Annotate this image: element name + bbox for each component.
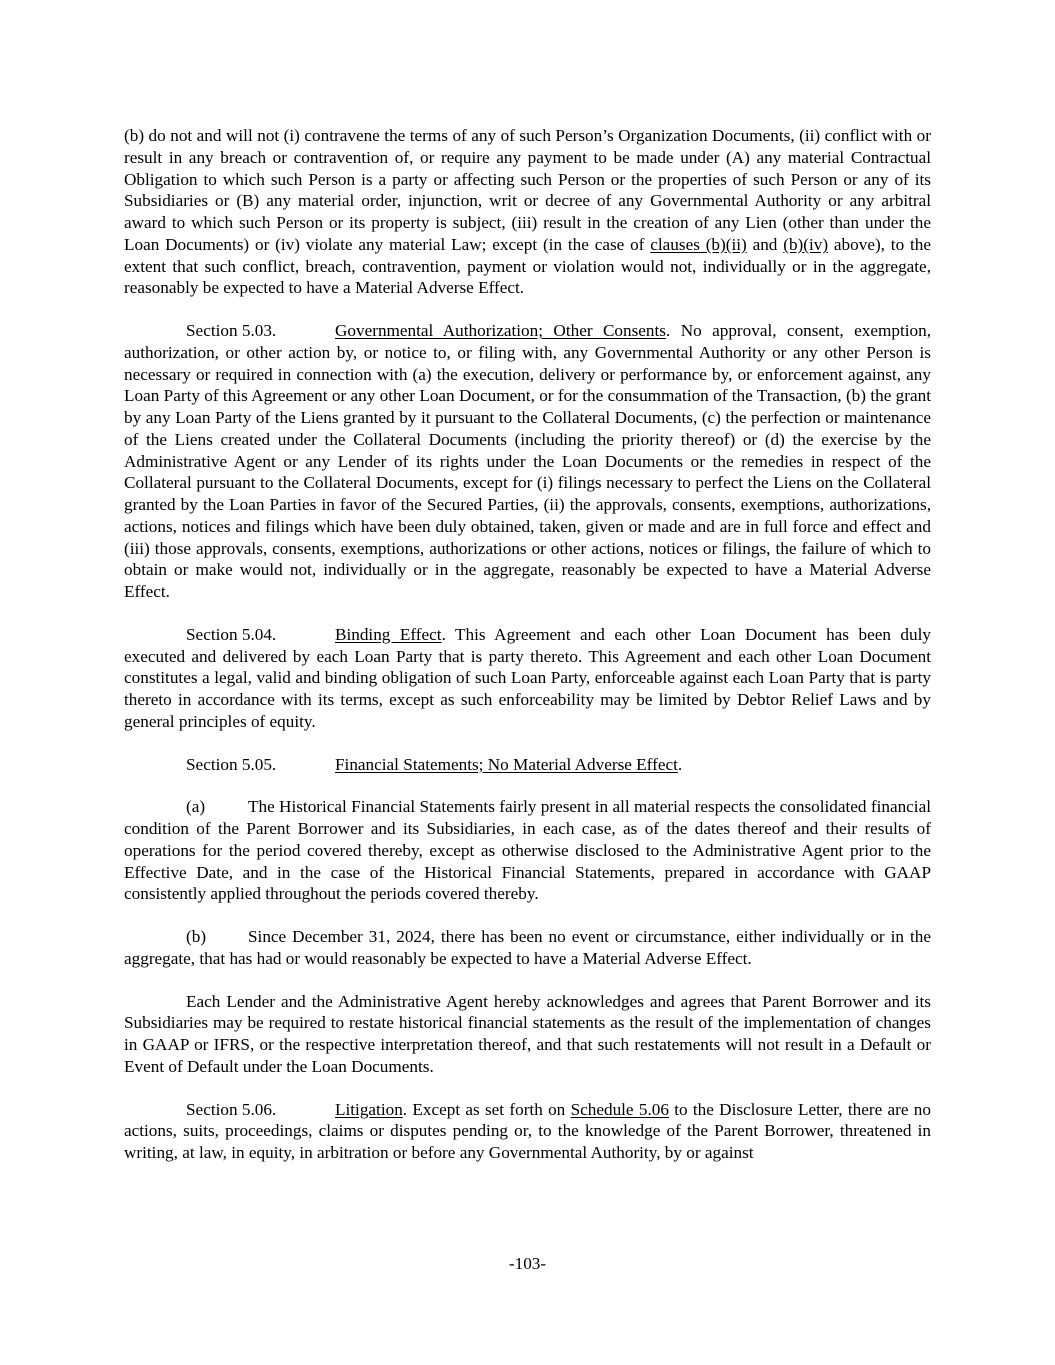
subsection-label: (a) <box>186 797 206 817</box>
section-5-05-a: (a) The Historical Financial Statements fairly present in all material respects the consolidated financial condition of the Parent Borrower and its Subsidiaries, in each case, as of the dates thereof and their results of operations for the period covered thereby, except as otherwise disclosed to the Administrative Agent prior to the Effective Date, and in the case of the Historical Financial Statements, prepared in accordance with GAAP consistently applied throughout the periods covered thereby. <box>124 797 931 904</box>
section-5-05-b: (b) Since December 31, 2024, there has been no event or circumstance, either individually or in the aggregate, that has had or would reasonably be expected to have a Material Adverse Effect. <box>124 927 931 968</box>
section-number: Section 5.05. <box>186 754 277 774</box>
subsection-label: (b) <box>186 927 207 946</box>
clause-reference: (b)(iv) <box>783 234 829 254</box>
section-5-05: Section 5.05. Financial Statements; No Material Adverse Effect. <box>186 754 683 774</box>
section-title: Financial Statements; No Material Adverse Effect <box>335 754 678 774</box>
section-number: Section 5.03. <box>186 321 277 340</box>
section-5-05-acknowledgement: Each Lender and the Administrative Agent hereby acknowledges and agrees that Parent Borrower and its Subsidiaries may be required to restate historical financial statements as the result of the implementation of changes in GAAP or IFRS, or the respective interpretation thereof, and that such restatements will not result in a Default or Event of Default under the Loan Documents. <box>124 991 931 1076</box>
section-title: Binding Effect <box>335 624 442 644</box>
clause-reference: clauses (b)(ii) <box>650 234 747 254</box>
section-number: Section 5.04. <box>186 624 277 644</box>
section-5-03: Section 5.03. Governmental Authorization; Other Consents. No approval, consent, exemption, authorization, or other action by, or notice to, or filing with, any Governmental Authority or any other Person is necessary or required in connection with (a) the execution, delivery or performance by, or enforcement against, any Loan Party of this Agreement or any other Loan Document, or for the consummation of the Transaction, (b) the grant by any Loan Party of the Liens granted by it pursuant to the Collateral Documents, (c) the perfection or maintenance of the Liens created under the Collateral Documents (including the priority thereof) or (d) the exercise by the Administrative Agent or any Lender of its rights under the Loan Documents or the remedies in respect of the Collateral pursuant to the Collateral Documents, except for (i) filings necessary to perfect the Liens on the Collateral granted by the Loan Parties in favor of the Secured Parties, (ii) the approvals, consents, exemptions, authorizations, actions, notices and filings which have been duly obtained, taken, given or made and are in full force and effect and (iii) those approvals, consents, exemptions, authorizations or other actions, notices or filings, the failure of which to obtain or make would not, individually or in the aggregate, reasonably be expected to have a Material Adverse Effect. <box>124 321 931 601</box>
section-title: Governmental Authorization; Other Consents <box>335 321 666 340</box>
paragraph-clause-b: (b) do not and will not (i) contravene the terms of any of such Person’s Organization Documents, (ii) conflict with or result in any breach or contravention of, or require any payment to be made under (A) any material Contractual Obligation to which such Person is a party or affecting such Person or the properties of such Person or any of its Subsidiaries or (B) any material order, injunction, writ or decree of any Governmental Authority or any arbitral award to which such Person or its property is subject, (iii) result in the creation of any Lien (other than under the Loan Documents) or (iv) violate any material Law; except (in the case of clauses (b)(ii) and (b)(iv) above), to the extent that such conflict, breach, contravention, payment or violation would not, individually or in the aggregate, reasonably be expected to have a Material Adverse Effect. <box>124 126 931 298</box>
document-page <box>124 125 931 1185</box>
section-5-04: Section 5.04. Binding Effect. This Agreement and each other Loan Document has been duly executed and delivered by each Loan Party that is party thereto. This Agreement and each other Loan Document constitutes a legal, valid and binding obligation of such Loan Party, enforceable against each Loan Party that is party thereto in accordance with its terms, except as such enforceability may be limited by Debtor Relief Laws and by general principles of equity. <box>124 624 931 731</box>
schedule-reference: Schedule 5.06 <box>570 1099 669 1119</box>
section-number: Section 5.06. <box>186 1099 277 1119</box>
section-title: Litigation <box>335 1099 403 1119</box>
section-5-06: Section 5.06. Litigation. Except as set forth on Schedule 5.06 to the Disclosure Letter, there are no actions, suits, proceedings, claims or disputes pending or, to the knowledge of the Parent Borrower, threatened in writing, at law, in equity, in arbitration or before any Governmental Authority, by or against <box>124 1099 931 1162</box>
page-number: -103- <box>508 1254 547 1273</box>
